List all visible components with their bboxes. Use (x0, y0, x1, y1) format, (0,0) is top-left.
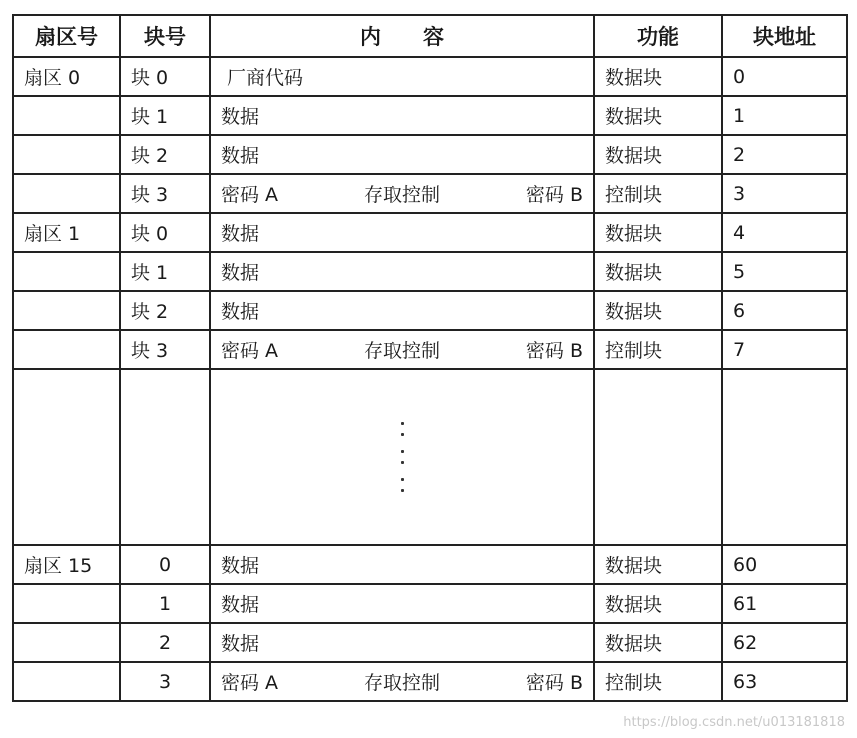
control-block-content (221, 180, 583, 207)
sector-cell (13, 623, 120, 662)
control-block-content (221, 668, 583, 695)
table-row (13, 252, 847, 291)
block-cell: 块 1 (120, 96, 210, 135)
content-cell: 数据 (210, 291, 594, 330)
table-row (13, 623, 847, 662)
header-block-address: 块地址 (722, 15, 847, 57)
vertical-ellipsis-icon (221, 422, 583, 492)
block-cell: 块 0 (120, 57, 210, 96)
key-a-label: 密码 A (221, 672, 279, 694)
access-bits-label: 存取控制 (363, 672, 440, 694)
sector-cell (13, 135, 120, 174)
block-cell: 2 (120, 623, 210, 662)
address-cell: 63 (722, 662, 847, 701)
function-cell: 数据块 (594, 213, 722, 252)
content-cell (210, 330, 594, 369)
table-row (13, 57, 847, 96)
content-cell (210, 57, 594, 96)
block-cell: 块 1 (120, 252, 210, 291)
sector-cell: 扇区 15 (13, 545, 120, 584)
control-block-content (221, 336, 583, 363)
key-a-label: 密码 A (221, 184, 279, 206)
content-cell (210, 369, 594, 545)
key-b-label: 密码 B (525, 184, 583, 206)
sector-cell (13, 584, 120, 623)
table-row (13, 174, 847, 213)
ellipsis-row (13, 369, 847, 545)
function-cell: 控制块 (594, 330, 722, 369)
content-cell (210, 662, 594, 701)
function-cell (594, 369, 722, 545)
content-cell: 数据 (210, 135, 594, 174)
table-row (13, 213, 847, 252)
sector-cell (13, 96, 120, 135)
table-row (13, 330, 847, 369)
block-cell: 块 0 (120, 213, 210, 252)
sector-cell: 扇区 1 (13, 213, 120, 252)
block-cell: 块 3 (120, 174, 210, 213)
header-block-no: 块号 (120, 15, 210, 57)
function-cell: 数据块 (594, 135, 722, 174)
block-cell: 1 (120, 584, 210, 623)
address-cell: 7 (722, 330, 847, 369)
address-cell: 60 (722, 545, 847, 584)
function-cell: 数据块 (594, 96, 722, 135)
block-cell: 块 3 (120, 330, 210, 369)
header-sector-no: 扇区号 (13, 15, 120, 57)
function-cell: 数据块 (594, 584, 722, 623)
content-cell: 数据 (210, 584, 594, 623)
table-row (13, 291, 847, 330)
address-cell: 62 (722, 623, 847, 662)
function-cell: 数据块 (594, 291, 722, 330)
table-row (13, 96, 847, 135)
access-bits-label: 存取控制 (363, 184, 440, 206)
sector-cell (13, 252, 120, 291)
table-row (13, 584, 847, 623)
address-cell: 3 (722, 174, 847, 213)
sector-cell (13, 330, 120, 369)
block-cell (120, 369, 210, 545)
function-cell: 数据块 (594, 545, 722, 584)
function-cell: 数据块 (594, 57, 722, 96)
function-cell: 控制块 (594, 174, 722, 213)
mifare-memory-table (12, 14, 848, 702)
table-row (13, 662, 847, 701)
sector-cell (13, 662, 120, 701)
watermark-text: https://blog.csdn.net/u013181818 (623, 715, 845, 730)
sector-cell: 扇区 0 (13, 57, 120, 96)
header-content: 内 容 (210, 15, 594, 57)
sector-cell (13, 369, 120, 545)
access-bits-label: 存取控制 (363, 340, 440, 362)
address-cell: 1 (722, 96, 847, 135)
sector-cell (13, 291, 120, 330)
address-cell: 2 (722, 135, 847, 174)
function-cell: 数据块 (594, 623, 722, 662)
table-row (13, 545, 847, 584)
sector-cell (13, 174, 120, 213)
block-cell: 0 (120, 545, 210, 584)
block-cell: 块 2 (120, 291, 210, 330)
content-cell: 数据 (210, 545, 594, 584)
function-cell: 控制块 (594, 662, 722, 701)
block-cell: 块 2 (120, 135, 210, 174)
key-a-label: 密码 A (221, 340, 279, 362)
address-cell: 61 (722, 584, 847, 623)
content-cell: 数据 (210, 213, 594, 252)
header-function: 功能 (594, 15, 722, 57)
address-cell: 6 (722, 291, 847, 330)
content-text: 厂商代码 (227, 67, 304, 89)
address-cell: 4 (722, 213, 847, 252)
content-cell: 数据 (210, 623, 594, 662)
content-cell (210, 174, 594, 213)
content-cell: 数据 (210, 96, 594, 135)
address-cell (722, 369, 847, 545)
table-row (13, 135, 847, 174)
address-cell: 0 (722, 57, 847, 96)
content-cell: 数据 (210, 252, 594, 291)
key-b-label: 密码 B (525, 340, 583, 362)
function-cell: 数据块 (594, 252, 722, 291)
block-cell: 3 (120, 662, 210, 701)
table-header-row (13, 15, 847, 57)
key-b-label: 密码 B (525, 672, 583, 694)
address-cell: 5 (722, 252, 847, 291)
